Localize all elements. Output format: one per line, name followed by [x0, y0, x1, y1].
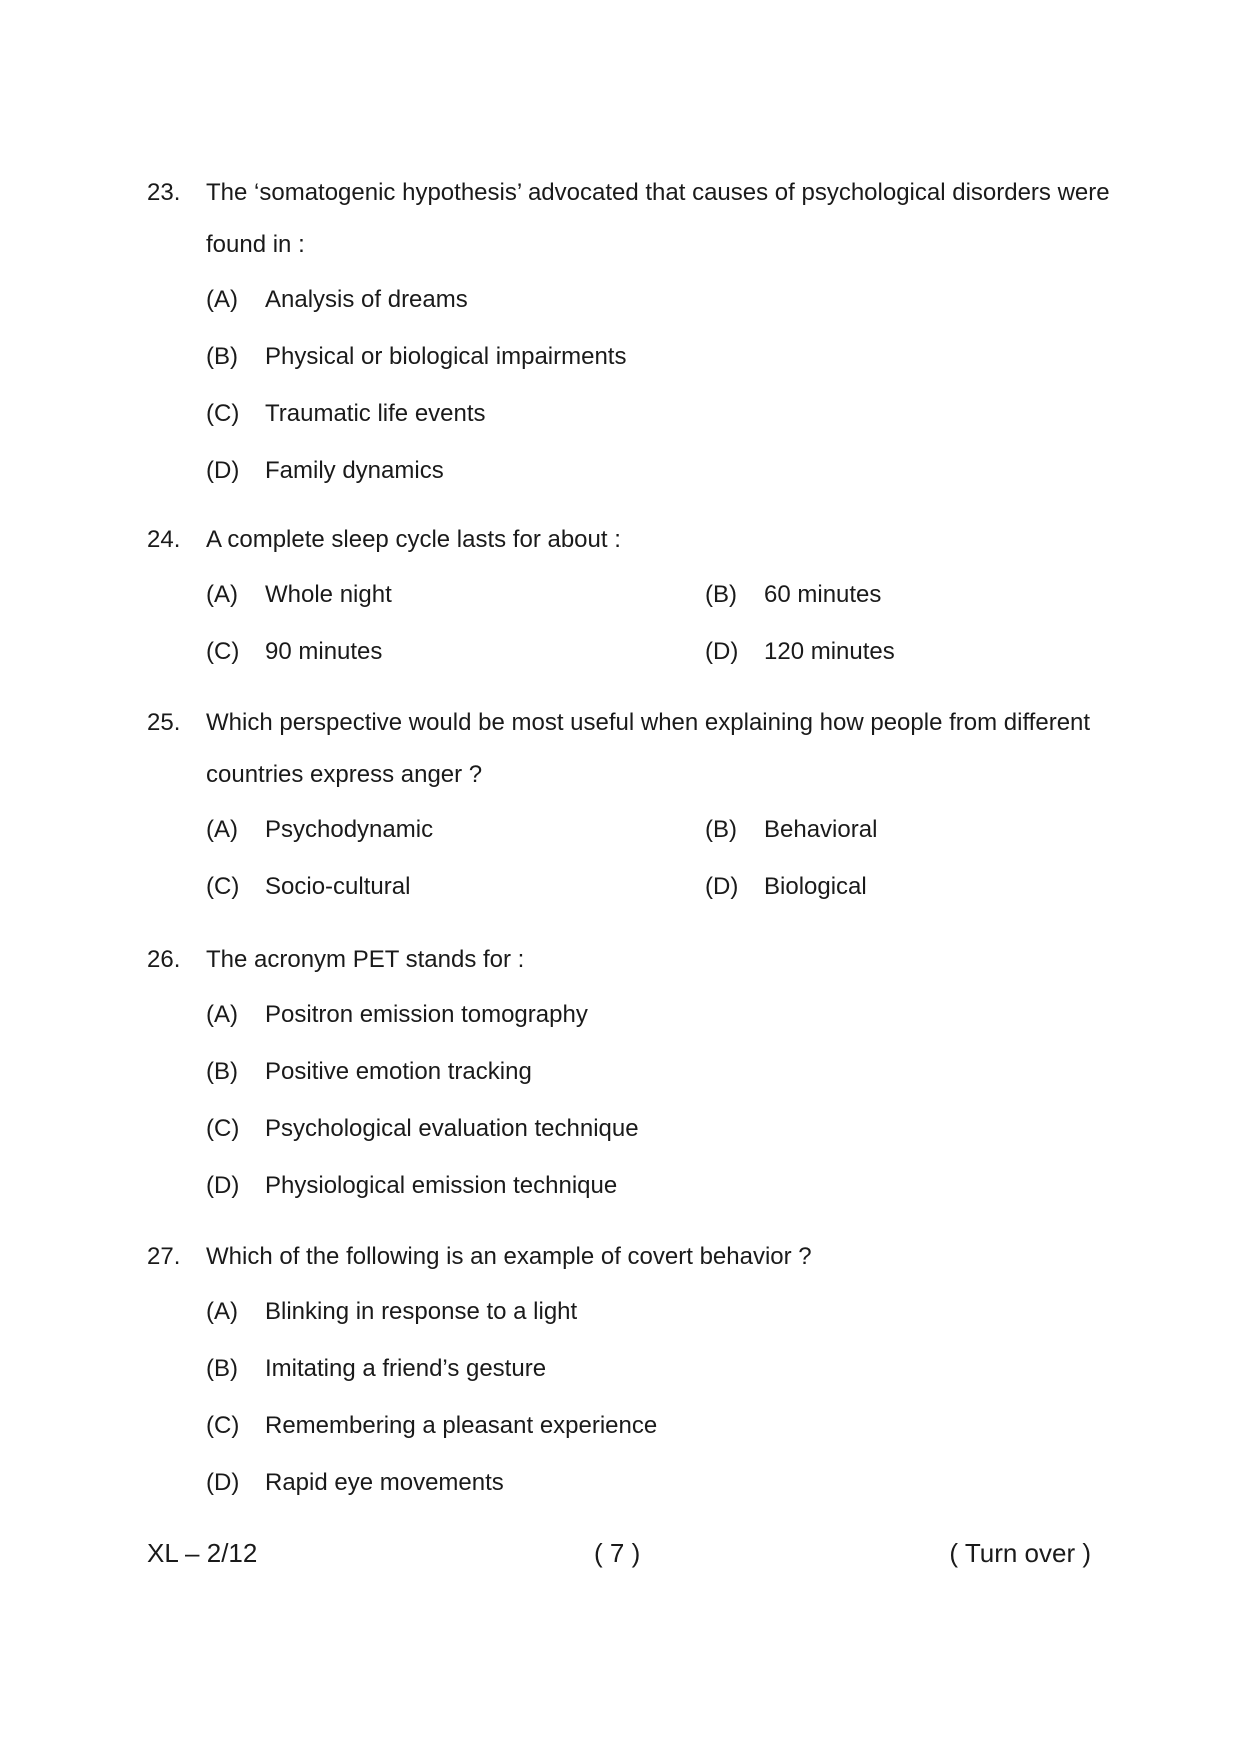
option-letter: (C) — [206, 1412, 240, 1439]
question-text: The acronym PET stands for : — [206, 946, 525, 973]
option-text: 120 minutes — [764, 638, 895, 665]
option-text: Socio-cultural — [265, 873, 411, 900]
question-number: 23. — [147, 179, 181, 206]
option-letter: (C) — [206, 873, 240, 900]
question-25 — [147, 697, 1097, 915]
option-row — [147, 1454, 1097, 1511]
option-text: Rapid eye movements — [265, 1469, 504, 1496]
option-text: Psychological evaluation technique — [265, 1115, 639, 1142]
option-row — [147, 858, 1097, 915]
option-letter: (A) — [206, 816, 238, 843]
option-letter: (A) — [206, 1298, 238, 1325]
option-text: Physiological emission technique — [265, 1172, 618, 1199]
option-row — [147, 986, 1097, 1043]
option-text: Positron emission tomography — [265, 1001, 588, 1028]
option-letter: (D) — [206, 1172, 240, 1199]
option-row — [147, 442, 1097, 499]
option-row — [147, 385, 1097, 442]
paper-code: XL – 2/12 — [147, 1538, 258, 1568]
option-letter: (C) — [206, 638, 240, 665]
option-letter: (B) — [705, 816, 737, 843]
option-letter: (A) — [206, 286, 238, 313]
question-text-continued: found in : — [206, 231, 305, 258]
question-23 — [147, 167, 1110, 499]
option-letter: (D) — [705, 873, 739, 900]
option-row — [147, 1043, 1097, 1100]
option-row — [147, 566, 1097, 623]
option-text: Family dynamics — [265, 457, 444, 484]
question-text: Which of the following is an example of covert behavior ? — [206, 1243, 812, 1270]
option-text: Whole night — [265, 581, 392, 608]
option-text: Psychodynamic — [265, 816, 434, 843]
option-text: Remembering a pleasant experience — [265, 1412, 658, 1439]
option-letter: (B) — [206, 1058, 238, 1085]
question-text: A complete sleep cycle lasts for about : — [206, 526, 621, 553]
option-text: Blinking in response to a light — [265, 1298, 578, 1325]
turn-over-note: ( Turn over ) — [949, 1538, 1091, 1568]
option-text: Positive emotion tracking — [265, 1058, 532, 1085]
question-24 — [147, 514, 1097, 680]
option-letter: (B) — [705, 581, 737, 608]
option-row — [147, 1100, 1097, 1157]
option-row — [147, 1397, 1097, 1454]
page-number: ( 7 ) — [594, 1538, 641, 1568]
option-row — [147, 271, 1097, 328]
question-number: 27. — [147, 1243, 181, 1270]
option-text: Imitating a friend’s gesture — [265, 1355, 547, 1382]
question-number: 25. — [147, 709, 181, 736]
option-letter: (A) — [206, 1001, 238, 1028]
page-footer — [147, 1533, 1091, 1573]
option-text: Behavioral — [764, 816, 878, 843]
option-text: Physical or biological impairments — [265, 343, 627, 370]
option-row — [147, 801, 1097, 858]
option-text: Biological — [764, 873, 867, 900]
option-text: Traumatic life events — [265, 400, 486, 427]
question-number: 26. — [147, 946, 181, 973]
question-text-continued: countries express anger ? — [206, 761, 483, 788]
question-text: The ‘somatogenic hypothesis’ advocated that causes of psychological disorders were — [206, 179, 1110, 206]
option-text: Analysis of dreams — [265, 286, 468, 313]
option-text: 60 minutes — [764, 581, 882, 608]
option-row — [147, 1157, 1097, 1214]
option-letter: (D) — [705, 638, 739, 665]
option-letter: (D) — [206, 1469, 240, 1496]
option-row — [147, 328, 1097, 385]
option-letter: (C) — [206, 400, 240, 427]
option-row — [147, 623, 1097, 680]
option-letter: (D) — [206, 457, 240, 484]
question-27 — [147, 1231, 1097, 1511]
option-letter: (B) — [206, 1355, 238, 1382]
question-number: 24. — [147, 526, 181, 553]
option-text: 90 minutes — [265, 638, 383, 665]
option-letter: (A) — [206, 581, 238, 608]
option-letter: (B) — [206, 343, 238, 370]
option-row — [147, 1283, 1097, 1340]
question-26 — [147, 934, 1097, 1214]
option-letter: (C) — [206, 1115, 240, 1142]
option-row — [147, 1340, 1097, 1397]
question-text: Which perspective would be most useful when explaining how people from different — [206, 709, 1091, 736]
